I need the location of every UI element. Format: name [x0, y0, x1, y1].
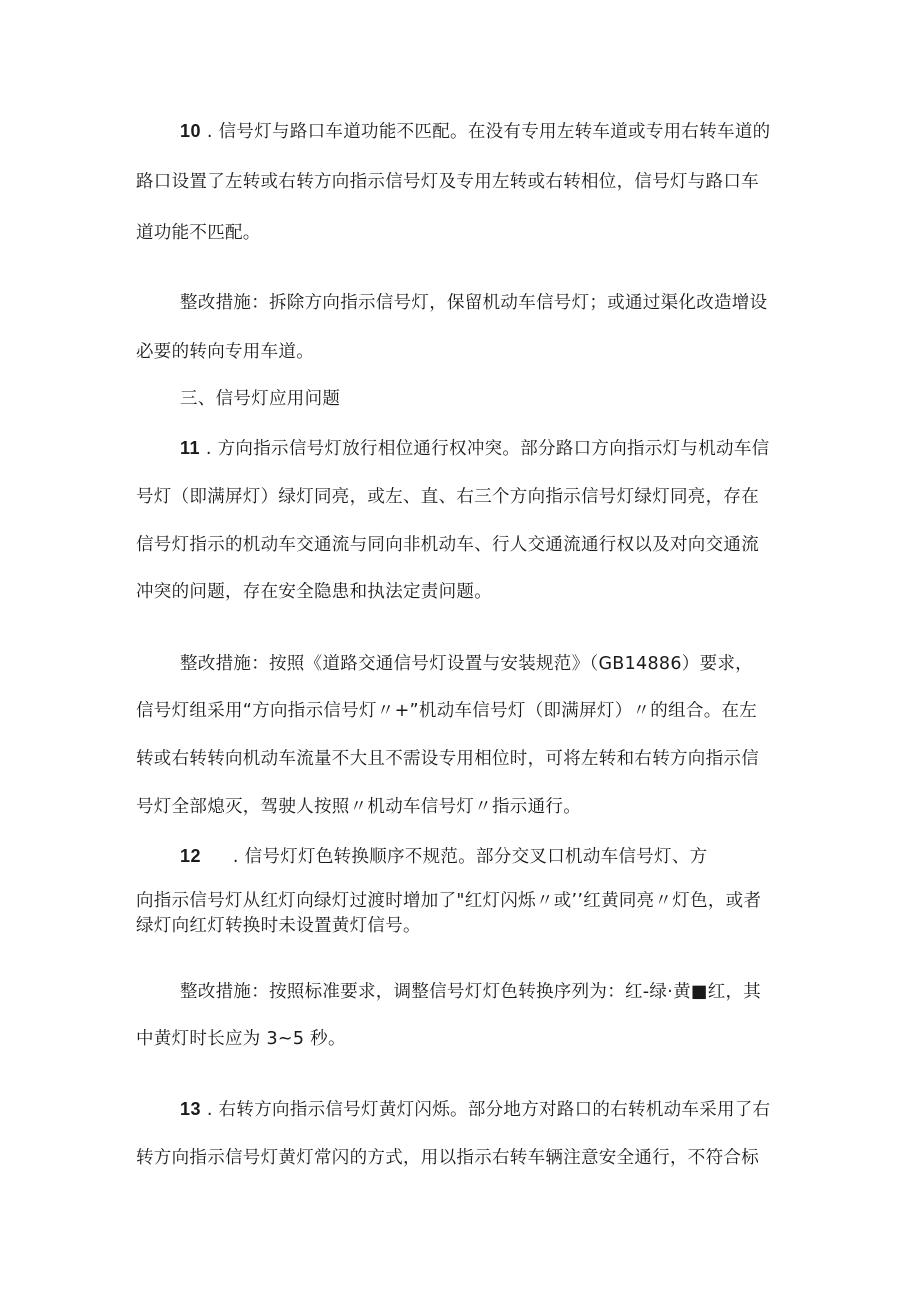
paragraph-12-line-1 — [180, 845, 707, 868]
fix-12-line-2: 中黄灯时长应为 3~5 秒。 — [136, 1029, 346, 1049]
paragraph-11-line-1 — [180, 437, 769, 460]
item-number-11: 11 — [180, 438, 201, 458]
fix-11-line-4: 号灯全部熄灭，驾驶人按照〃机动车信号灯〃指示通行。 — [136, 797, 581, 817]
paragraph-10-line-2: 路口设置了左转或右转方向指示信号灯及专用左转或右转相位，信号灯与路口车 — [136, 172, 759, 192]
fix-12-line-1: 整改措施：按照标准要求，调整信号灯灯色转换序列为：红-绿·黄■红，其 — [180, 982, 762, 1002]
paragraph-11-line-2: 号灯（即满屏灯）绿灯同亮，或左、直、右三个方向指示信号灯绿灯同亮，存在 — [136, 487, 759, 507]
paragraph-11-line-4: 冲突的问题，存在安全隐患和执法定责问题。 — [136, 582, 492, 602]
paragraph-11-text-1: . 方向指示信号灯放行相位通行权冲突。部分路口方向指示灯与机动车信 — [205, 439, 770, 459]
paragraph-13-text-1: . 右转方向指示信号灯黄灯闪烁。部分地方对路口的右转机动车采用了右 — [206, 1100, 771, 1120]
paragraph-11-line-3: 信号灯指示的机动车交通流与同向非机动车、行人交通流通行权以及对向交通流 — [136, 535, 759, 555]
fix-11-line-3: 转或右转转向机动车流量不大且不需设专用相位时，可将左转和右转方向指示信 — [136, 749, 759, 769]
paragraph-13-line-1 — [180, 1098, 770, 1121]
fix-11-line-1: 整改措施：按照《道路交通信号灯设置与安装规范》（GB14886）要求， — [180, 654, 753, 674]
paragraph-12-text-1: . 信号灯灯色转换顺序不规范。部分交叉口机动车信号灯、方 — [232, 847, 708, 867]
fix-10-line-1: 整改措施：拆除方向指示信号灯，保留机动车信号灯；或通过渠化改造增设 — [180, 293, 768, 313]
item-number-13: 13 — [180, 1099, 202, 1119]
paragraph-12-line-2: 向指示信号灯从红灯向绿灯过渡时增加了"红灯闪烁〃或’’红黄同亮〃灯色，或者 — [136, 891, 762, 911]
fix-10-line-2: 必要的转向专用车道。 — [136, 342, 314, 362]
item-number-10: 10 — [180, 121, 202, 141]
paragraph-13-line-2: 转方向指示信号灯黄灯常闪的方式，用以指示右转车辆注意安全通行，不符合标 — [136, 1148, 759, 1168]
paragraph-10-line-3: 道功能不匹配。 — [136, 223, 261, 243]
paragraph-12-line-3: 绿灯向红灯转换时未设置黄灯信号。 — [136, 916, 421, 936]
paragraph-10-line-1 — [180, 120, 770, 143]
item-number-12: 12 — [180, 846, 202, 866]
fix-11-line-2: 信号灯组采用“方向指示信号灯〃+”机动车信号灯（即满屏灯）〃的组合。在左 — [136, 701, 758, 721]
paragraph-10-text-1: . 信号灯与路口车道功能不匹配。在没有专用左转车道或专用右转车道的 — [206, 122, 771, 142]
section-heading: 三、信号灯应用问题 — [180, 389, 341, 409]
